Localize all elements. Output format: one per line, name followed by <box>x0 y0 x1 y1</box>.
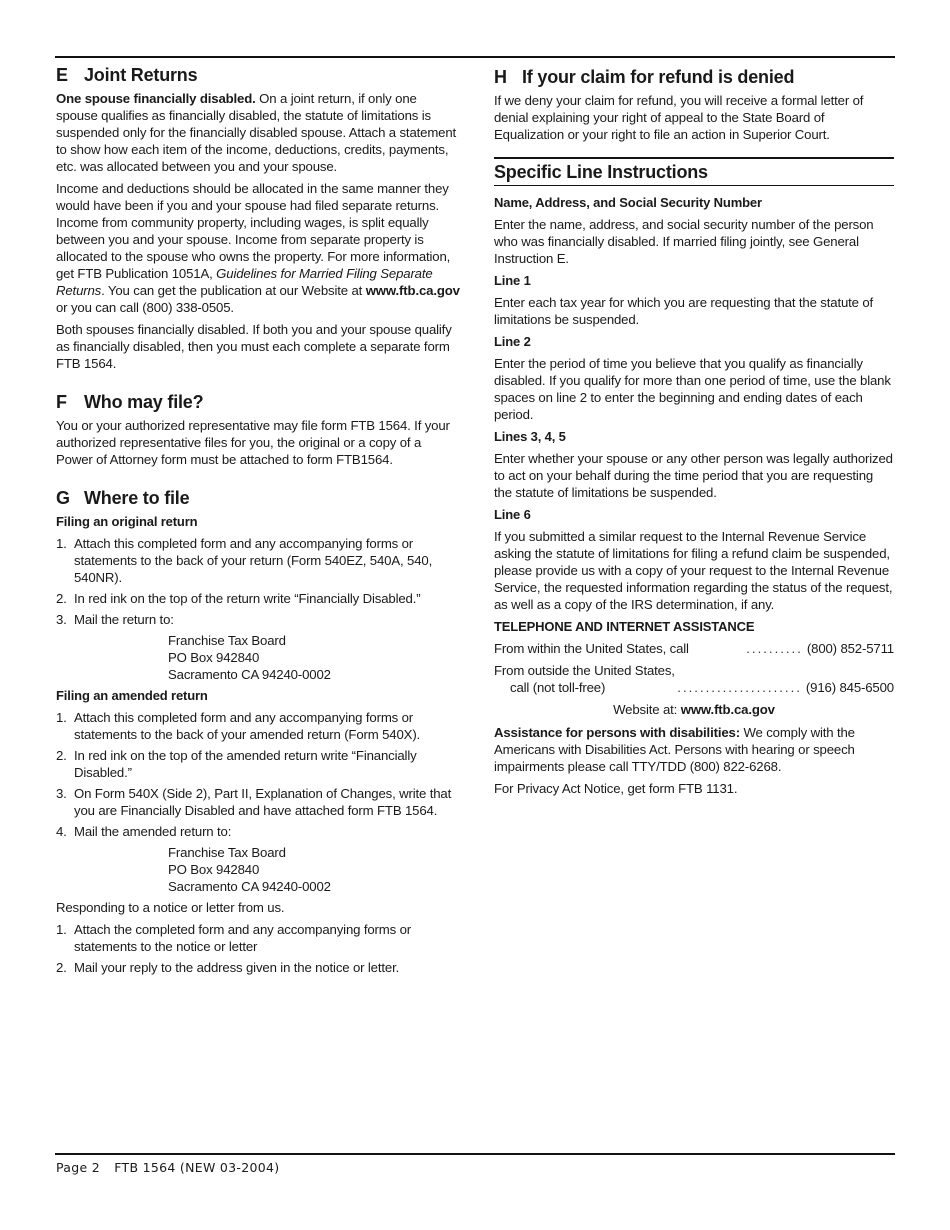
section-e <box>56 64 460 372</box>
list-item: 1. Attach this completed form and any accompanying forms or statements to the back of your return (Form 540EZ, 540A, 540, 540NR). <box>56 536 433 585</box>
website-link[interactable]: www.ftb.ca.gov <box>680 702 775 717</box>
section-f-heading: F Who may file? <box>56 392 204 412</box>
left-column <box>56 64 460 980</box>
disabilities-assistance: Assistance for persons with disabilities: We comply with the Americans with Disabilities Act. Persons with hearing or speech impairments please call TTY/TDD (800) 822-6268. <box>494 725 855 774</box>
specific-entry: Line 1 Enter each tax year for which you are requesting that the statute of limitations be suspended. <box>494 273 874 327</box>
section-e-p3: Both spouses financially disabled. If both you and your spouse qualify as financially disabled, then you must each complete a separate form FTB 1564. <box>56 322 452 371</box>
amended-return-heading: Filing an amended return <box>56 688 208 703</box>
specific-entry: Line 2 Enter the period of time you believe that you qualify as financially disabled. If you qualify for more than one period of time, use the blank spaces on line 2 to enter the beginning and ending dates of each period. <box>494 334 891 422</box>
website-link[interactable]: www.ftb.ca.gov <box>365 283 460 298</box>
list-item: 1. Attach this completed form and any accompanying forms or statements to the back of your amended return (Form 540X). <box>56 710 421 742</box>
list-item: 2. Mail your reply to the address given in the notice or letter. <box>56 960 400 975</box>
page-footer <box>56 1160 289 1175</box>
footer-rule <box>55 1153 895 1155</box>
section-e-p1: One spouse financially disabled. On a joint return, if only one spouse qualifies as financially disabled, the statute of limitations is suspended only for the financially disabled spouse. Attach a statement to show how each item of the income, deductions, credits, payments, etc. was allocated between you and your spouse. <box>56 91 457 174</box>
amended-return-list <box>56 709 460 840</box>
list-item: 3. Mail the return to: <box>56 612 174 627</box>
assistance-heading: TELEPHONE AND INTERNET ASSISTANCE <box>494 619 755 634</box>
section-h-text: If we deny your claim for refund, you will receive a formal letter of denial explaining your right of appeal to the State Board of Equalization or your right to file an action in Superior Court. <box>494 93 864 142</box>
original-return-list <box>56 535 460 628</box>
mailing-address-original: Franchise Tax Board PO Box 942840 Sacramento CA 94240-0002 <box>168 633 331 682</box>
specific-entry: Name, Address, and Social Security Number Enter the name, address, and social security number of the person who was financially disabled. If married filing jointly, see General Instruction E. <box>494 195 874 266</box>
list-item: 2. In red ink on the top of the amended return write “Financially Disabled.” <box>56 748 417 780</box>
section-f-text: You or your authorized representative may file form FTB 1564. If your authorized representative files for you, the original or a copy of a Power of Attorney form must be attached to form FTB1564. <box>56 418 450 467</box>
outside-phone-row: call (not toll-free) ...................... (916) 845-6500 <box>510 680 894 695</box>
original-return-heading: Filing an original return <box>56 514 198 529</box>
mailing-address-amended: Franchise Tax Board PO Box 942840 Sacramento CA 94240-0002 <box>168 845 331 894</box>
section-g <box>56 487 460 976</box>
section-f <box>56 391 460 468</box>
assistance-section: TELEPHONE AND INTERNET ASSISTANCE From within the United States, call .......... (800) 852-5711 From outside the United States, call (not toll-free) ...................... (916) 845-6500 Website at: www.ftb.ca.gov Assistance for persons with disabilities: We comply with the Americans with Disabilities Act. Persons with hearing or speech impairments please call TTY/TDD (800) 822-6268. For Privacy Act Notice, get form FTB 1131. <box>494 619 894 796</box>
privacy-notice: For Privacy Act Notice, get form FTB 1131. <box>494 781 738 796</box>
list-item: 1. Attach the completed form and any accompanying forms or statements to the notice or letter <box>56 922 411 954</box>
outside-phone-number: (916) 845-6500 <box>805 680 894 695</box>
section-e-p2: Income and deductions should be allocated in the same manner they would have been if you and your spouse had filed separate returns. Income from community property, including wages, is split equally between you and your spouse. Income from separate property is allocated to the spouse who owns the property. For more information, get FTB Publication 1051A, Guidelines for Married Filing Separate Returns. You can get the publication at our Website at www.ftb.ca.gov or you can call (800) 338-0505. <box>56 181 460 315</box>
notice-heading: Responding to a notice or letter from us. <box>56 900 285 915</box>
form-id: FTB 1564 (NEW 03-2004) <box>114 1160 280 1175</box>
list-item: 4. Mail the amended return to: <box>56 824 232 839</box>
list-item: 3. On Form 540X (Side 2), Part II, Explanation of Changes, write that you are Financially Disabled and have attached form FTB 1564. <box>56 786 452 818</box>
us-phone-row: From within the United States, call .......... (800) 852-5711 <box>494 641 894 656</box>
section-e-heading: E Joint Returns <box>56 65 198 85</box>
notice-list <box>56 921 460 976</box>
section-h-heading: H If your claim for refund is denied <box>494 67 795 87</box>
list-item: 2. In red ink on the top of the return write “Financially Disabled.” <box>56 591 421 606</box>
specific-entry: Line 6 If you submitted a similar request to the Internal Revenue Service asking the statute of limitations for filing a refund claim be suspended, please provide us with a copy of your request to the Internal Revenue Service, the requested information regarding the status of the request, as well as a copy of the IRS determination, if any. <box>494 507 893 612</box>
us-phone-number: (800) 852-5711 <box>806 641 894 656</box>
specific-line-instructions-banner <box>494 157 894 186</box>
specific-entry: Lines 3, 4, 5 Enter whether your spouse or any other person was legally authorized to act on your behalf during the time period that you are requesting the statute of limitations be suspended. <box>494 429 893 500</box>
right-column <box>494 66 894 802</box>
section-g-heading: G Where to file <box>56 488 190 508</box>
website-row: Website at: www.ftb.ca.gov <box>613 702 775 717</box>
specific-line-instructions-title: Specific Line Instructions <box>494 162 708 182</box>
top-rule <box>55 56 895 58</box>
page-number: Page 2 <box>56 1160 100 1175</box>
section-h <box>494 66 894 143</box>
